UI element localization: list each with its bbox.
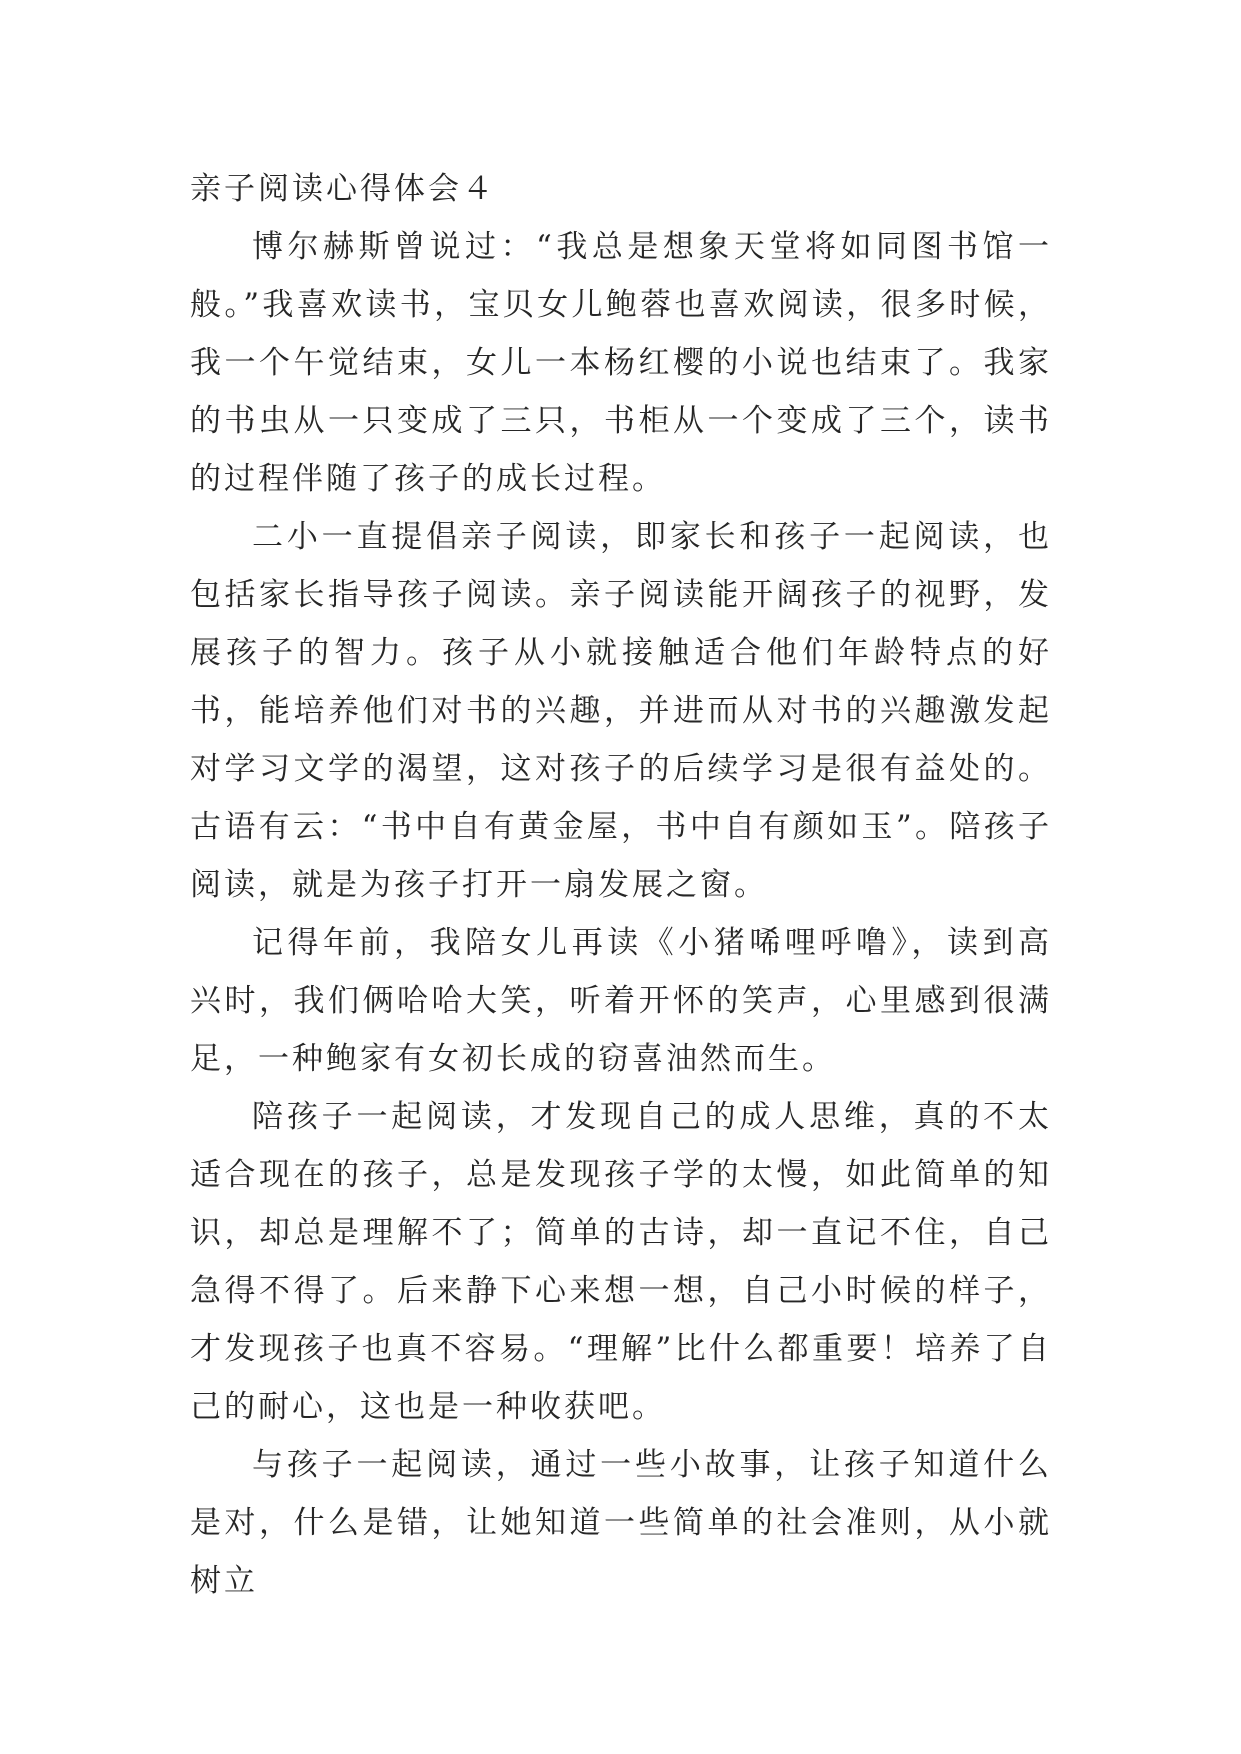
paragraph-3: 记得年前，我陪女儿再读《小猪唏哩呼噜》，读到高兴时，我们俩哈哈大笑，听着开怀的笑声，心里感到很满足，一种鲍家有女初长成的窃喜油然而生。 [190, 925, 1052, 1077]
paragraph-5: 与孩子一起阅读，通过一些小故事，让孩子知道什么是对，什么是错，让她知道一些简单的社会准则，从小就树立 [190, 1447, 1052, 1599]
paragraph-1: 博尔赫斯曾说过：“我总是想象天堂将如同图书馆一般。”我喜欢读书，宝贝女儿鲍蓉也喜欢阅读，很多时候，我一个午觉结束，女儿一本杨红樱的小说也结束了。我家的书虫从一只变成了三只，书柜从一个变成了三个，读书的过程伴随了孩子的成长过程。 [190, 229, 1052, 497]
document-title: 亲子阅读心得体会４ [190, 171, 496, 207]
paragraph-2: 二小一直提倡亲子阅读，即家长和孩子一起阅读，也包括家长指导孩子阅读。亲子阅读能开阔孩子的视野，发展孩子的智力。孩子从小就接触适合他们年龄特点的好书，能培养他们对书的兴趣，并进而从对书的兴趣激发起对学习文学的渴望，这对孩子的后续学习是很有益处的。古语有云：“书中自有黄金屋，书中自有颜如玉”。陪孩子阅读，就是为孩子打开一扇发展之窗。 [190, 519, 1052, 903]
paragraph-4: 陪孩子一起阅读，才发现自己的成人思维，真的不太适合现在的孩子，总是发现孩子学的太慢，如此简单的知识，却总是理解不了；简单的古诗，却一直记不住，自己急得不得了。后来静下心来想一想，自己小时候的样子，才发现孩子也真不容易。“理解”比什么都重要！培养了自己的耐心，这也是一种收获吧。 [190, 1099, 1052, 1425]
document-body [190, 160, 1052, 1610]
